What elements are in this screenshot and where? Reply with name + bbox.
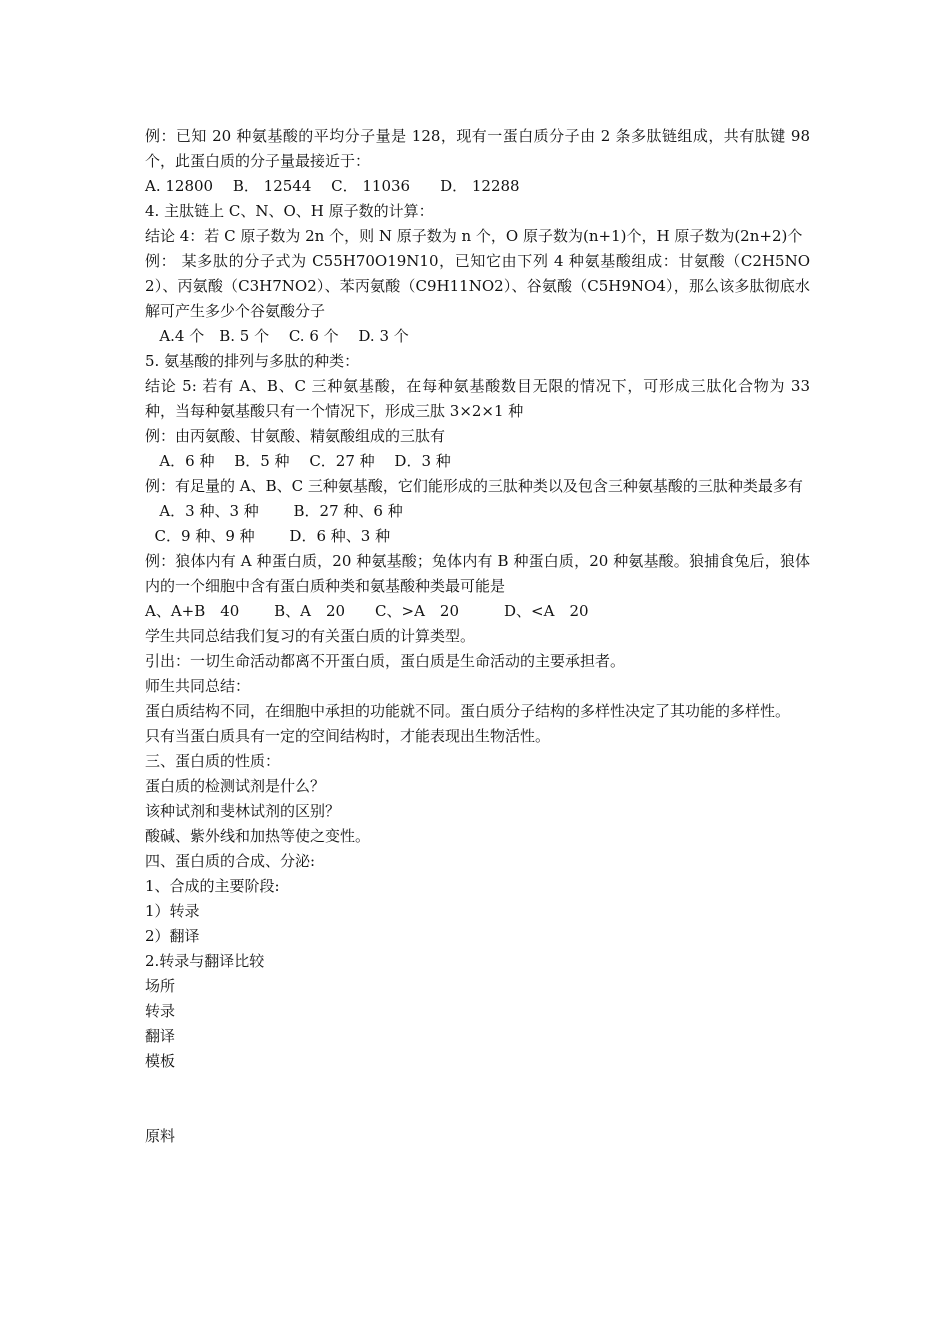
options-wolf-rabbit: A、A+B 40 B、A 20 C、>A 20 D、<A 20	[145, 602, 589, 620]
heading-amino-acid-arrangement: 5. 氨基酸的排列与多肽的种类：	[145, 352, 360, 370]
section-four-heading: 四、蛋白质的合成、分泌:	[145, 852, 316, 870]
stage-translation: 2）翻译	[145, 927, 200, 945]
example-tripeptide: 例：由丙氨酸、甘氨酸、精氨酸组成的三肽有	[145, 427, 446, 445]
comparison-heading: 2.转录与翻译比较	[145, 952, 265, 970]
options-tripeptide-kinds-cd: C．9 种、9 种 D．6 种、3 种	[145, 527, 391, 545]
stage-transcription: 1）转录	[145, 902, 200, 920]
heading-atom-count: 4. 主肽链上 C、N、O、H 原子数的计算：	[145, 202, 434, 220]
denaturation-text: 酸碱、紫外线和加热等使之变性。	[145, 827, 371, 845]
options-tripeptide-kinds-ab: A．3 种、3 种 B．27 种、6 种	[145, 502, 403, 520]
synthesis-stages-heading: 1、合成的主要阶段:	[145, 877, 280, 895]
table-label-translation: 翻译	[145, 1027, 176, 1045]
example-wolf-rabbit: 例：狼体内有 A 种蛋白质，20 种氨基酸；兔体内有 B 种蛋白质，20 种氨基酸。狼捕食兔后，狼体内的一个细胞中含有蛋白质种类和氨基酸种类最可能是	[145, 552, 810, 595]
blank-gap	[145, 1074, 810, 1124]
section-three-heading: 三、蛋白质的性质：	[145, 752, 281, 770]
spatial-structure-text: 只有当蛋白质具有一定的空间结构时，才能表现出生物活性。	[145, 727, 551, 745]
structure-function-text: 蛋白质结构不同，在细胞中承担的功能就不同。蛋白质分子结构的多样性决定了其功能的多样性。	[145, 702, 791, 720]
conclusion-4: 结论 4：若 C 原子数为 2n 个，则 N 原子数为 n 个，O 原子数为(n+1)个，H 原子数为(2n+2)个	[145, 227, 803, 245]
table-label-location: 场所	[145, 977, 176, 995]
options-polypeptide: A.4 个 B. 5 个 C. 6 个 D. 3 个	[145, 327, 409, 345]
conclusion-5: 结论 5: 若有 A、B、C 三种氨基酸，在每种氨基酸数目无限的情况下，可形成三肽化合物为 33 种，当每种氨基酸只有一个情况下，形成三肽 3×2×1 种	[145, 377, 815, 420]
example-protein-mass: 例：已知 20 种氨基酸的平均分子量是 128，现有一蛋白质分子由 2 条多肽链组成，共有肽键 98 个，此蛋白质的分子量最接近于：	[145, 127, 815, 170]
summary-calculation: 学生共同总结我们复习的有关蛋白质的计算类型。	[145, 627, 476, 645]
joint-summary-heading: 师生共同总结：	[145, 677, 251, 695]
question-fehling: 该种试剂和斐林试剂的区别？	[145, 802, 341, 820]
lead-in-protein-role: 引出：一切生命活动都离不开蛋白质，蛋白质是生命活动的主要承担者。	[145, 652, 626, 670]
example-polypeptide: 例： 某多肽的分子式为 C55H70O19N10，已知它由下列 4 种氨基酸组成：甘氨酸（C2H5NO2）、丙氨酸（C3H7NO2）、苯丙氨酸（C9H11NO2）、谷氨酸（C5H9NO4），那么该多肽彻底水解可产生多少个谷氨酸分子	[145, 252, 810, 320]
options-tripeptide: A．6 种 B．5 种 C．27 种 D．3 种	[145, 452, 451, 470]
question-reagent: 蛋白质的检测试剂是什么？	[145, 777, 326, 795]
document-body	[145, 124, 815, 1149]
example-tripeptide-kinds: 例：有足量的 A、B、C 三种氨基酸，它们能形成的三肽种类以及包含三种氨基酸的三肽种类最多有	[145, 477, 803, 495]
table-label-transcription: 转录	[145, 1002, 176, 1020]
table-label-raw-material: 原料	[145, 1127, 176, 1145]
table-label-template: 模板	[145, 1052, 176, 1070]
options-protein-mass: A. 12800 B． 12544 C． 11036 D． 12288	[145, 177, 520, 195]
